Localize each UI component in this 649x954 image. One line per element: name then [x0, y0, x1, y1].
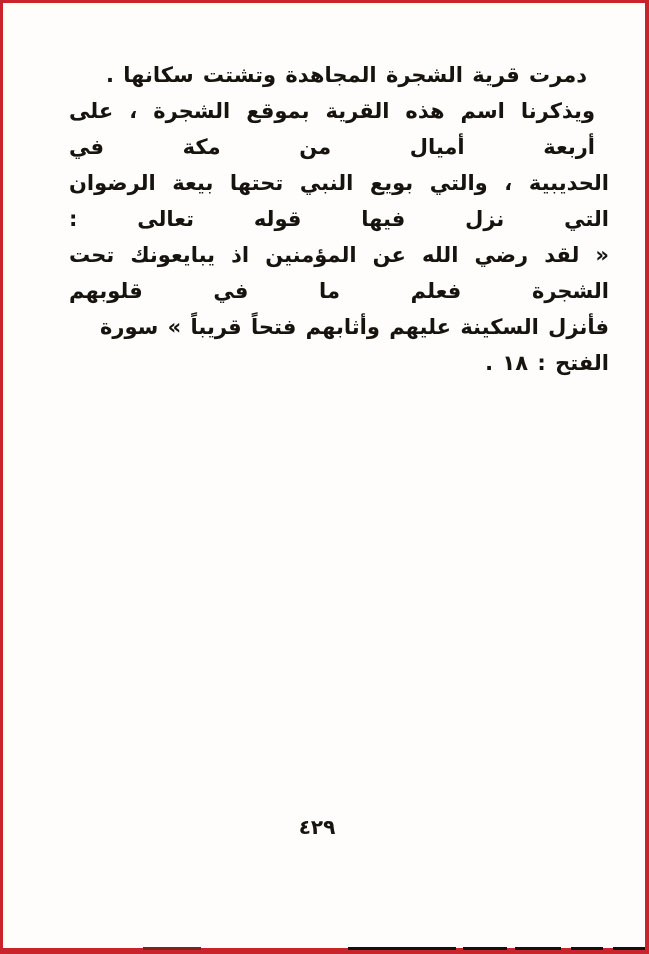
body-text-block [69, 57, 609, 381]
text-line-3: الحديبية ، والتي بويع النبي تحتها بيعة الرضوان التي نزل فيها قوله تعالى : [69, 171, 609, 231]
text-line-1: دمرت قرية الشجرة المجاهدة وتشتت سكانها . [105, 63, 587, 87]
scan-edge-dash [143, 947, 201, 950]
scan-edge-dash [613, 947, 649, 950]
text-line-2: ويذكرنا اسم هذه القرية بموقع الشجرة ، على أربعة أميال من مكة في [69, 99, 595, 159]
scan-edge-dash [348, 947, 456, 950]
scan-edge-dash [571, 947, 603, 950]
scan-edge-dash [463, 947, 507, 950]
page-number: ٤٢٩ [298, 815, 336, 839]
text-line-5: فأنزل السكينة عليهم وأثابهم فتحاً قريباً » سورة الفتح : ١٨ . [100, 315, 609, 375]
scan-edge-dash [515, 947, 561, 950]
text-line-4: « لقد رضي الله عن المؤمنين اذ يبايعونك تحت الشجرة فعلم ما في قلوبهم [69, 243, 609, 303]
